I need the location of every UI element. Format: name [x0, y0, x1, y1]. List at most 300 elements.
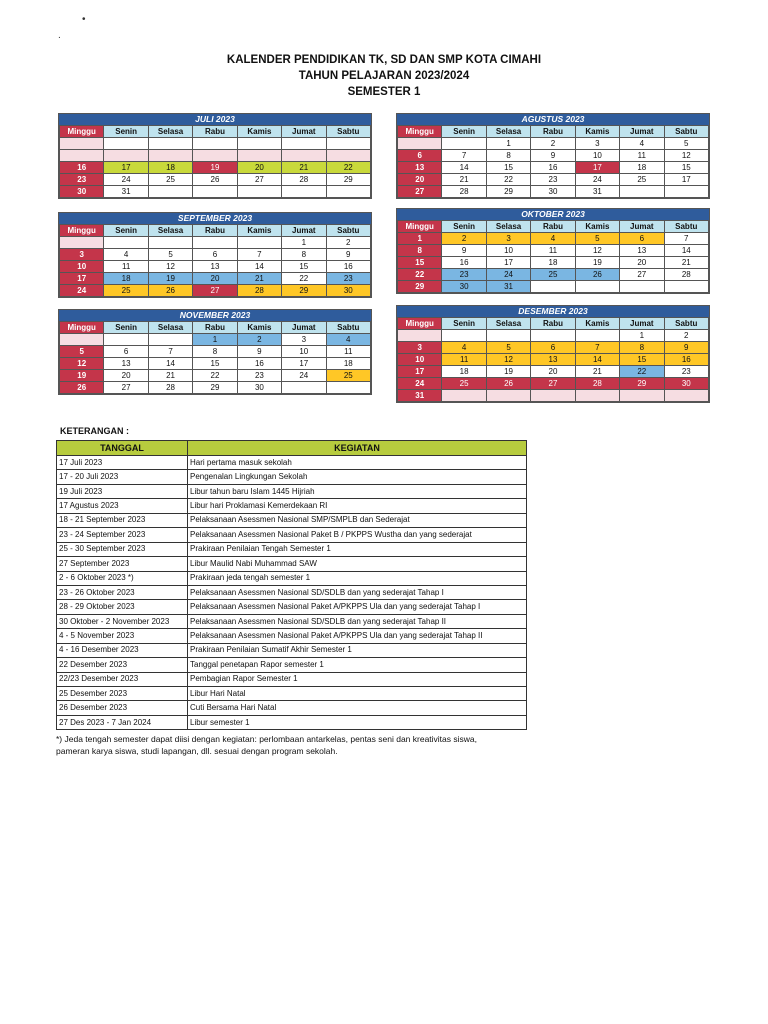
legend-date: 19 Juli 2023 [57, 484, 188, 498]
legend-activity: Libur Maulid Nabi Muhammad SAW [188, 557, 527, 571]
sunday-cell: 17 [60, 273, 104, 285]
day-cell: 11 [620, 150, 664, 162]
day-cell: 19 [193, 162, 237, 174]
legend-date: 17 - 20 Juli 2023 [57, 470, 188, 484]
week-row [398, 257, 709, 269]
week-row [60, 334, 371, 346]
footnote [56, 733, 536, 757]
sunday-cell [60, 237, 104, 249]
calendar-month [396, 113, 710, 199]
day-header: Kamis [237, 225, 281, 237]
day-header: Senin [442, 126, 486, 138]
day-cell: 11 [104, 261, 148, 273]
sunday-cell: 1 [398, 233, 442, 245]
legend-row [57, 629, 527, 643]
day-cell: 13 [104, 358, 148, 370]
legend-date: 4 - 16 Desember 2023 [57, 643, 188, 657]
day-cell: 5 [664, 138, 708, 150]
day-cell: 10 [575, 150, 619, 162]
legend-header-kegiatan: KEGIATAN [188, 441, 527, 456]
day-header: Senin [104, 322, 148, 334]
day-header: Rabu [193, 322, 237, 334]
day-cell [282, 186, 326, 198]
legend-header-row [57, 441, 527, 456]
legend-date: 22/23 Desember 2023 [57, 672, 188, 686]
day-cell: 16 [664, 354, 708, 366]
day-header: Rabu [531, 318, 575, 330]
day-header: Jumat [620, 318, 664, 330]
day-cell: 27 [104, 382, 148, 394]
calendar-month [58, 113, 372, 199]
sunday-cell: 26 [60, 382, 104, 394]
day-header: Sabtu [664, 126, 708, 138]
week-row [60, 162, 371, 174]
day-cell [442, 390, 486, 402]
day-header: Kamis [575, 318, 619, 330]
day-cell [620, 186, 664, 198]
day-cell: 8 [620, 342, 664, 354]
sunday-cell: 16 [60, 162, 104, 174]
day-cell: 8 [486, 150, 530, 162]
day-cell [148, 186, 192, 198]
day-cell: 25 [326, 370, 370, 382]
day-cell: 17 [104, 162, 148, 174]
day-header: Minggu [60, 126, 104, 138]
day-cell: 3 [575, 138, 619, 150]
day-cell [664, 186, 708, 198]
day-header: Minggu [398, 126, 442, 138]
week-row [398, 366, 709, 378]
day-cell [486, 390, 530, 402]
day-header: Minggu [398, 221, 442, 233]
month-title: DESEMBER 2023 [397, 306, 709, 317]
legend-date: 25 - 30 September 2023 [57, 542, 188, 556]
sunday-cell: 31 [398, 390, 442, 402]
day-cell: 15 [664, 162, 708, 174]
day-cell: 12 [486, 354, 530, 366]
day-cell: 18 [620, 162, 664, 174]
week-row [60, 346, 371, 358]
day-cell [237, 186, 281, 198]
day-cell: 9 [237, 346, 281, 358]
day-cell: 24 [575, 174, 619, 186]
sunday-cell [60, 138, 104, 150]
legend-date: 23 - 26 Oktober 2023 [57, 585, 188, 599]
day-cell [620, 390, 664, 402]
day-header: Jumat [620, 126, 664, 138]
day-cell: 20 [193, 273, 237, 285]
day-cell: 14 [575, 354, 619, 366]
day-cell: 4 [326, 334, 370, 346]
week-row [60, 174, 371, 186]
legend-row [57, 470, 527, 484]
day-cell [104, 334, 148, 346]
legend-row [57, 499, 527, 513]
day-cell: 15 [620, 354, 664, 366]
day-cell: 8 [193, 346, 237, 358]
legend-date: 4 - 5 November 2023 [57, 629, 188, 643]
legend-table [56, 440, 527, 730]
day-cell: 28 [575, 378, 619, 390]
sunday-cell: 3 [60, 249, 104, 261]
day-cell: 25 [104, 285, 148, 297]
day-cell: 10 [486, 245, 530, 257]
day-header: Jumat [282, 225, 326, 237]
legend-date: 23 - 24 September 2023 [57, 528, 188, 542]
day-cell: 27 [193, 285, 237, 297]
day-cell: 30 [442, 281, 486, 293]
day-cell: 21 [237, 273, 281, 285]
day-header-row [60, 322, 371, 334]
day-cell [148, 138, 192, 150]
day-header: Kamis [575, 221, 619, 233]
day-cell: 2 [326, 237, 370, 249]
day-cell: 18 [104, 273, 148, 285]
sunday-cell: 8 [398, 245, 442, 257]
sunday-cell: 15 [398, 257, 442, 269]
day-cell: 14 [664, 245, 708, 257]
sunday-cell: 3 [398, 342, 442, 354]
sunday-cell: 17 [398, 366, 442, 378]
day-cell [104, 237, 148, 249]
day-cell: 31 [575, 186, 619, 198]
day-cell: 21 [442, 174, 486, 186]
sunday-cell: 12 [60, 358, 104, 370]
week-row [398, 138, 709, 150]
day-cell: 22 [486, 174, 530, 186]
month-table [59, 224, 371, 297]
day-cell: 18 [531, 257, 575, 269]
day-header: Senin [442, 318, 486, 330]
legend-activity: Prakiraan Penilaian Tengah Semester 1 [188, 542, 527, 556]
day-cell: 30 [531, 186, 575, 198]
day-cell: 20 [531, 366, 575, 378]
day-cell: 2 [664, 330, 708, 342]
week-row [60, 358, 371, 370]
legend-date: 17 Juli 2023 [57, 456, 188, 470]
week-row [60, 249, 371, 261]
legend-activity: Hari pertama masuk sekolah [188, 456, 527, 470]
day-cell: 9 [664, 342, 708, 354]
day-cell: 27 [237, 174, 281, 186]
day-header-row [398, 126, 709, 138]
sunday-cell [398, 330, 442, 342]
week-row [398, 269, 709, 281]
day-cell: 11 [531, 245, 575, 257]
day-header-row [60, 126, 371, 138]
sunday-cell: 30 [60, 186, 104, 198]
legend-activity: Pelaksanaan Asessmen Nasional Paket A/PKPPS Ula dan yang sederajat Tahap I [188, 600, 527, 614]
day-header: Selasa [148, 322, 192, 334]
legend-row [57, 614, 527, 628]
day-cell: 23 [237, 370, 281, 382]
day-cell: 28 [282, 174, 326, 186]
legend-activity: Pelaksanaan Asessmen Nasional Paket A/PKPPS Ula dan yang sederajat Tahap II [188, 629, 527, 643]
day-cell: 25 [620, 174, 664, 186]
day-cell: 9 [326, 249, 370, 261]
legend-row [57, 528, 527, 542]
day-cell: 17 [486, 257, 530, 269]
day-cell: 2 [237, 334, 281, 346]
day-cell [664, 281, 708, 293]
day-cell [326, 150, 370, 162]
legend-row [57, 571, 527, 585]
day-cell [531, 281, 575, 293]
week-row [398, 150, 709, 162]
day-cell: 30 [326, 285, 370, 297]
day-header: Minggu [60, 322, 104, 334]
day-cell [193, 150, 237, 162]
day-cell: 22 [326, 162, 370, 174]
day-cell: 24 [486, 269, 530, 281]
day-cell [486, 330, 530, 342]
sunday-cell: 24 [60, 285, 104, 297]
day-cell: 15 [282, 261, 326, 273]
day-cell [575, 390, 619, 402]
month-title: JULI 2023 [59, 114, 371, 125]
day-cell: 24 [104, 174, 148, 186]
day-cell [575, 281, 619, 293]
semester-label: SEMESTER 1 [347, 86, 421, 98]
day-cell: 23 [664, 366, 708, 378]
day-cell: 11 [326, 346, 370, 358]
day-cell: 10 [282, 346, 326, 358]
day-cell: 19 [148, 273, 192, 285]
day-cell: 7 [148, 346, 192, 358]
day-cell [237, 138, 281, 150]
legend-header-tanggal: TANGGAL [57, 441, 188, 456]
legend-row [57, 557, 527, 571]
week-row [60, 370, 371, 382]
day-cell: 29 [326, 174, 370, 186]
page-title: KALENDER PENDIDIKAN TK, SD DAN SMP KOTA CIMAHI [226, 54, 542, 66]
day-cell: 17 [575, 162, 619, 174]
week-row [60, 237, 371, 249]
day-cell [282, 150, 326, 162]
day-cell: 29 [193, 382, 237, 394]
month-title: AGUSTUS 2023 [397, 114, 709, 125]
day-header: Rabu [193, 126, 237, 138]
day-cell: 20 [104, 370, 148, 382]
day-header: Rabu [193, 225, 237, 237]
day-cell: 7 [237, 249, 281, 261]
day-cell [193, 237, 237, 249]
day-cell [664, 390, 708, 402]
week-row [60, 261, 371, 273]
day-cell: 6 [620, 233, 664, 245]
legend-activity: Pelaksanaan Asessmen Nasional SD/SDLB dan yang sederajat Tahap II [188, 614, 527, 628]
day-cell: 5 [575, 233, 619, 245]
day-cell [442, 138, 486, 150]
legend-row [57, 484, 527, 498]
day-cell [531, 390, 575, 402]
calendar-month [396, 208, 710, 294]
week-row [398, 281, 709, 293]
day-cell [326, 186, 370, 198]
sunday-cell: 24 [398, 378, 442, 390]
day-cell: 9 [531, 150, 575, 162]
month-table [59, 125, 371, 198]
day-cell: 23 [531, 174, 575, 186]
legend-date: 27 September 2023 [57, 557, 188, 571]
footnote-line-2: pameran karya siswa, studi lapangan, dll. sesuai dengan program sekolah. [56, 746, 338, 756]
day-cell: 2 [442, 233, 486, 245]
day-header: Kamis [575, 126, 619, 138]
legend-activity: Pengenalan Lingkungan Sekolah [188, 470, 527, 484]
sunday-cell: 29 [398, 281, 442, 293]
day-header: Selasa [486, 318, 530, 330]
day-cell: 31 [486, 281, 530, 293]
week-row [60, 150, 371, 162]
week-row [398, 162, 709, 174]
day-cell [104, 138, 148, 150]
day-cell: 29 [486, 186, 530, 198]
keterangan-title: KETERANGAN : [60, 426, 129, 436]
day-cell: 2 [531, 138, 575, 150]
day-header: Selasa [486, 126, 530, 138]
day-header: Jumat [620, 221, 664, 233]
sunday-cell: 22 [398, 269, 442, 281]
week-row [398, 378, 709, 390]
month-table [397, 125, 709, 198]
legend-activity: Libur semester 1 [188, 715, 527, 729]
week-row [60, 273, 371, 285]
day-cell: 1 [193, 334, 237, 346]
day-header: Senin [442, 221, 486, 233]
sunday-cell: 13 [398, 162, 442, 174]
day-header: Jumat [282, 126, 326, 138]
calendar-month [58, 212, 372, 298]
day-cell: 24 [282, 370, 326, 382]
day-cell: 4 [442, 342, 486, 354]
legend-row [57, 456, 527, 470]
day-cell: 25 [531, 269, 575, 281]
day-cell: 8 [282, 249, 326, 261]
week-row [398, 233, 709, 245]
day-cell: 14 [442, 162, 486, 174]
sunday-cell: 19 [60, 370, 104, 382]
legend-activity: Libur Hari Natal [188, 687, 527, 701]
legend-date: 2 - 6 Oktober 2023 *) [57, 571, 188, 585]
week-row [398, 186, 709, 198]
day-header: Selasa [148, 225, 192, 237]
academic-year: TAHUN PELAJARAN 2023/2024 [298, 70, 470, 82]
day-cell: 18 [442, 366, 486, 378]
day-cell: 30 [237, 382, 281, 394]
day-cell: 28 [237, 285, 281, 297]
legend-activity: Prakiraan jeda tengah semester 1 [188, 571, 527, 585]
week-row [60, 285, 371, 297]
legend-date: 28 - 29 Oktober 2023 [57, 600, 188, 614]
day-cell: 7 [575, 342, 619, 354]
day-cell: 4 [531, 233, 575, 245]
day-cell: 28 [148, 382, 192, 394]
legend-row [57, 658, 527, 672]
day-cell: 16 [531, 162, 575, 174]
day-cell: 15 [193, 358, 237, 370]
day-cell: 12 [148, 261, 192, 273]
day-cell: 18 [326, 358, 370, 370]
day-header: Sabtu [326, 126, 370, 138]
sunday-cell: 6 [398, 150, 442, 162]
day-header: Sabtu [664, 221, 708, 233]
day-header: Jumat [282, 322, 326, 334]
day-cell: 5 [486, 342, 530, 354]
sunday-cell [60, 334, 104, 346]
legend-activity: Pelaksanaan Asessmen Nasional SMP/SMPLB dan Sederajat [188, 513, 527, 527]
legend-date: 26 Desember 2023 [57, 701, 188, 715]
day-header: Senin [104, 126, 148, 138]
legend-row [57, 715, 527, 729]
day-cell: 4 [620, 138, 664, 150]
day-header: Sabtu [326, 322, 370, 334]
day-cell: 4 [104, 249, 148, 261]
legend-row [57, 701, 527, 715]
day-cell: 17 [664, 174, 708, 186]
day-cell: 6 [193, 249, 237, 261]
sunday-cell: 5 [60, 346, 104, 358]
day-cell: 21 [664, 257, 708, 269]
day-cell: 26 [193, 174, 237, 186]
legend-activity: Cuti Bersama Hari Natal [188, 701, 527, 715]
day-cell: 19 [575, 257, 619, 269]
day-cell: 3 [282, 334, 326, 346]
legend-date: 30 Oktober - 2 November 2023 [57, 614, 188, 628]
day-header: Rabu [531, 221, 575, 233]
day-cell: 27 [531, 378, 575, 390]
day-header: Minggu [398, 318, 442, 330]
day-cell: 20 [620, 257, 664, 269]
week-row [60, 186, 371, 198]
day-cell: 20 [237, 162, 281, 174]
day-cell [442, 330, 486, 342]
day-cell [575, 330, 619, 342]
legend-row [57, 687, 527, 701]
legend-body [57, 456, 527, 730]
month-table [59, 321, 371, 394]
legend-activity: Pelaksanaan Asessmen Nasional Paket B / PKPPS Wustha dan yang sederajat [188, 528, 527, 542]
legend-activity: Libur hari Proklamasi Kemerdekaan RI [188, 499, 527, 513]
sunday-cell: 10 [60, 261, 104, 273]
month-title: NOVEMBER 2023 [59, 310, 371, 321]
sunday-cell [60, 150, 104, 162]
day-cell [148, 150, 192, 162]
day-cell [148, 334, 192, 346]
legend-date: 17 Agustus 2023 [57, 499, 188, 513]
legend-row [57, 600, 527, 614]
day-cell: 16 [237, 358, 281, 370]
day-cell: 25 [148, 174, 192, 186]
sunday-cell: 20 [398, 174, 442, 186]
legend-activity: Pelaksanaan Asessmen Nasional SD/SDLB dan yang sederajat Tahap I [188, 585, 527, 599]
sunday-cell: 10 [398, 354, 442, 366]
legend-row [57, 585, 527, 599]
legend-activity: Tanggal penetapan Rapor semester 1 [188, 658, 527, 672]
day-cell: 23 [326, 273, 370, 285]
day-cell: 25 [442, 378, 486, 390]
day-cell [531, 330, 575, 342]
legend-date: 27 Des 2023 - 7 Jan 2024 [57, 715, 188, 729]
day-header: Sabtu [326, 225, 370, 237]
day-cell [237, 237, 281, 249]
month-table [397, 317, 709, 402]
day-cell [282, 382, 326, 394]
legend-row [57, 643, 527, 657]
day-cell: 6 [531, 342, 575, 354]
legend-row [57, 513, 527, 527]
day-cell: 22 [620, 366, 664, 378]
month-title: SEPTEMBER 2023 [59, 213, 371, 224]
